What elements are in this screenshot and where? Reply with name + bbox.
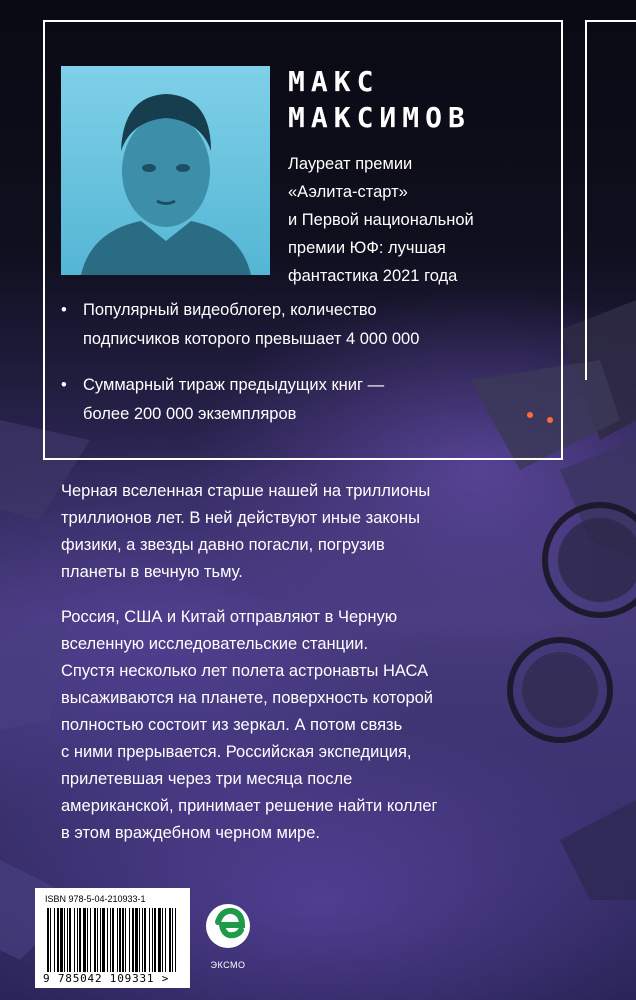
barcode-bar [139, 908, 140, 972]
description-line: вселенную исследовательские станции. [61, 635, 369, 653]
barcode-bar [54, 908, 55, 972]
barcode-bar [144, 908, 146, 972]
frame-line-left [43, 20, 45, 460]
bullet-item [61, 371, 541, 429]
barcode-bar [135, 908, 138, 972]
description-line: в этом враждебном черном мире. [61, 824, 320, 842]
description-line: физики, а звезды давно погасли, погрузив [61, 536, 385, 554]
barcode-bar [117, 908, 118, 972]
frame-line-top [43, 20, 563, 22]
frame-outer-line-left [585, 20, 587, 380]
barcode-bar [169, 908, 171, 972]
barcode-bar [107, 908, 108, 972]
publisher-name: ЭКСМО [210, 960, 246, 970]
barcode-bar [129, 908, 130, 972]
isbn-label: ISBN 978-5-04-210933-1 [45, 894, 146, 904]
description-line: прилетевшая через три месяца после [61, 770, 353, 788]
barcode-bar [77, 908, 78, 972]
author-first-name: МАКС [288, 65, 380, 98]
barcode-bar [102, 908, 105, 972]
author-photo [61, 66, 270, 275]
laureate-line: премии ЮФ: лучшая [288, 239, 446, 257]
barcode-digits: 9 785042 109331 > [43, 972, 170, 985]
barcode-bar [175, 908, 176, 972]
description-line: Черная вселенная старше нашей на триллионы [61, 482, 431, 500]
description-line: полностью состоит из зеркал. А потом связь [61, 716, 403, 734]
barcode-bar [125, 908, 126, 972]
barcode-bar [165, 908, 166, 972]
barcode-bar [162, 908, 163, 972]
barcode-bar [172, 908, 173, 972]
description-line: триллионов лет. В ней действуют иные законы [61, 509, 420, 527]
frame-line-right [561, 20, 563, 460]
eksmo-logo-icon [202, 898, 254, 958]
laureate-line: Лауреат премии [288, 155, 413, 173]
barcode-bar [119, 908, 121, 972]
barcode-bar [60, 908, 63, 972]
laureate-line: и Первой национальной [288, 211, 474, 229]
barcode-bar [50, 908, 51, 972]
barcode-bar [79, 908, 81, 972]
barcode-bar [100, 908, 101, 972]
barcode [45, 908, 181, 972]
book-description [61, 478, 561, 865]
bullet-list [61, 296, 541, 446]
barcode-bar [90, 908, 91, 972]
barcode-bar [97, 908, 98, 972]
barcode-bar [67, 908, 68, 972]
barcode-bar [87, 908, 88, 972]
barcode-bar [69, 908, 71, 972]
barcode-bar [152, 908, 153, 972]
description-line: планеты в вечную тьму. [61, 563, 243, 581]
barcode-bar [64, 908, 65, 972]
barcode-bar [112, 908, 114, 972]
barcode-bar [142, 908, 143, 972]
description-line: с ними прерывается. Российская экспедиция, [61, 743, 412, 761]
barcode-bar [83, 908, 86, 972]
barcode-bar [57, 908, 59, 972]
author-name [288, 64, 471, 136]
bullet-line: более 200 000 экземпляров [83, 405, 297, 423]
laureate-line: «Аэлита-старт» [288, 183, 408, 201]
laureate-text [288, 150, 548, 290]
barcode-bar [132, 908, 134, 972]
author-last-name: МАКСИМОВ [288, 101, 471, 134]
description-line: американской, принимает решение найти коллег [61, 797, 438, 815]
bullet-line: • Популярный видеоблогер, количество [83, 301, 377, 319]
frame-outer-line-top [585, 20, 636, 22]
description-paragraph [61, 604, 561, 847]
bullet-line: • Суммарный тираж предыдущих книг — [83, 376, 385, 394]
barcode-bar [74, 908, 75, 972]
barcode-bar [154, 908, 156, 972]
frame-line-bottom [43, 458, 563, 460]
bullet-item [61, 296, 541, 354]
description-line: Россия, США и Китай отправляют в Черную [61, 608, 398, 626]
description-line: Спустя несколько лет полета астронавты НАСА [61, 662, 429, 680]
description-paragraph [61, 478, 561, 586]
barcode-bar [110, 908, 111, 972]
barcode-bar [47, 908, 49, 972]
barcode-bar [149, 908, 150, 972]
barcode-bar [94, 908, 96, 972]
bullet-line: подписчиков которого превышает 4 000 000 [83, 330, 420, 348]
isbn-barcode-box [35, 888, 190, 988]
barcode-bar [122, 908, 124, 972]
barcode-bar [158, 908, 161, 972]
description-line: высаживаются на планете, поверхность которой [61, 689, 434, 707]
laureate-line: фантастика 2021 года [288, 267, 458, 285]
